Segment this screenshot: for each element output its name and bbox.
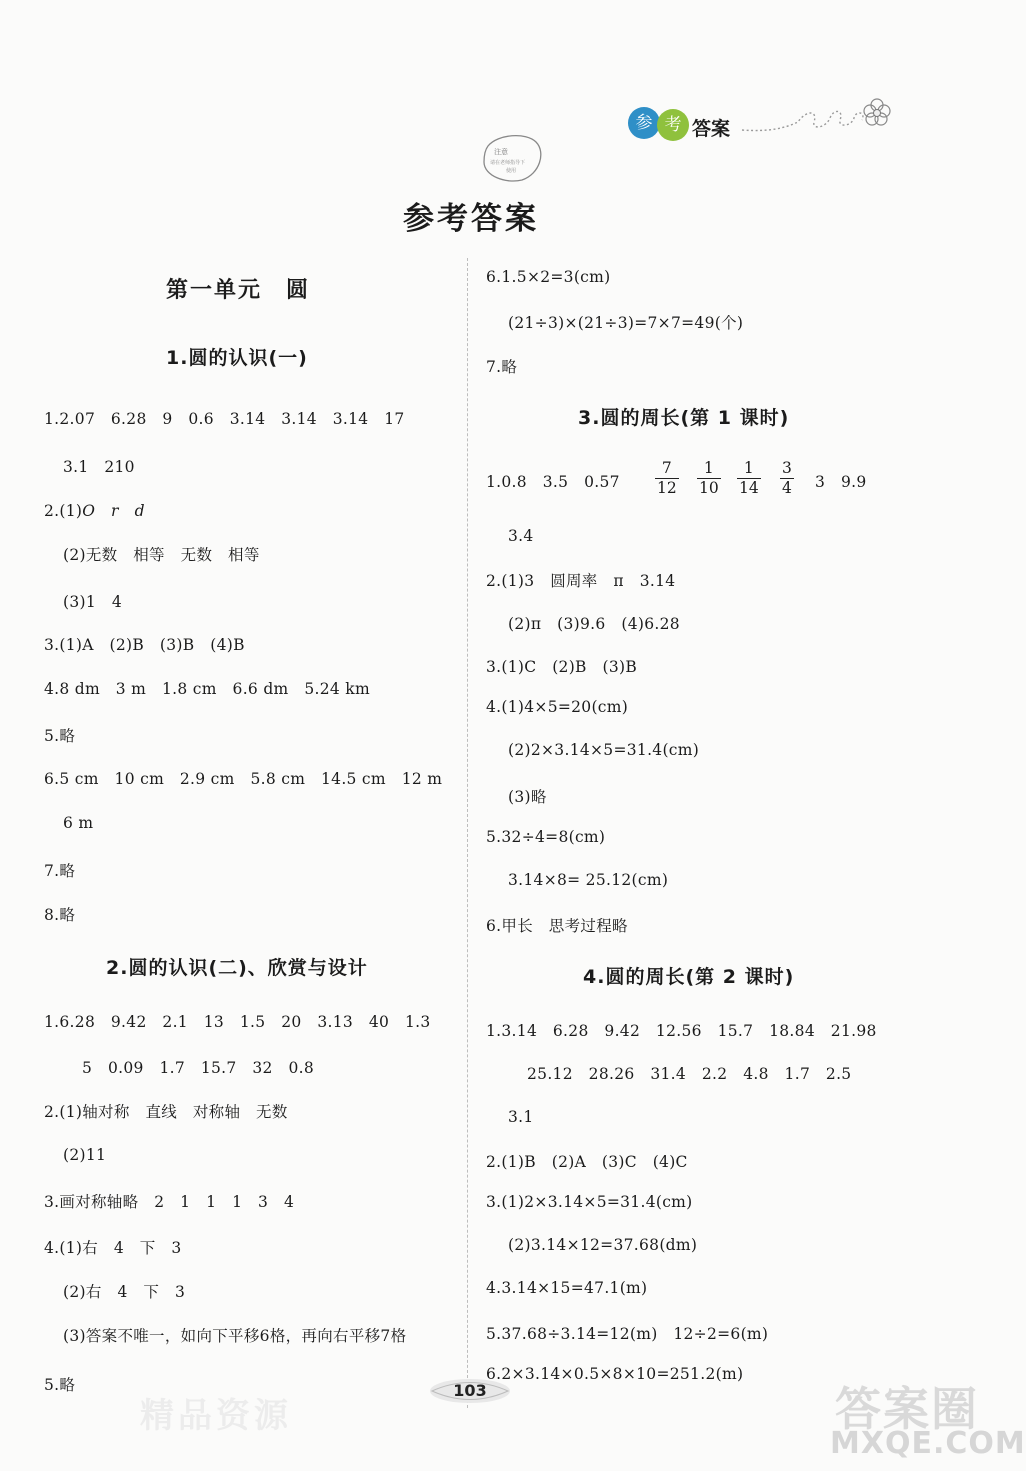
answer-line: 1.3.14 6.28 9.42 12.56 15.7 18.84 21.98 [486, 1022, 877, 1040]
svg-text:注意: 注意 [494, 148, 508, 156]
fraction-numerator: 1 [737, 459, 761, 479]
column-divider [467, 258, 468, 1408]
watermark-url: MXQE.COM [830, 1426, 1026, 1461]
svg-text:使用: 使用 [506, 168, 517, 174]
answer-line: 5.32÷4=8(cm) [486, 828, 606, 846]
answer-line: 3 9.9 [815, 473, 867, 491]
answer-line: 6.2×3.14×0.5×8×10=251.2(m) [486, 1365, 744, 1383]
answer-variables: O r d [82, 502, 145, 520]
answer-line: 6 m [63, 814, 94, 832]
answer-line: 3.画对称轴略 2 1 1 1 3 4 [44, 1193, 295, 1211]
answer-line: (2)2×3.14×5=31.4(cm) [508, 741, 700, 759]
answer-line: (2)π (3)9.6 (4)6.28 [508, 615, 680, 633]
unit-title: 第一单元 圆 [166, 278, 311, 303]
answer-line: 5.略 [44, 1376, 76, 1394]
answer-line: 6.甲长 思考过程略 [486, 917, 628, 935]
answer-line: 7.略 [486, 358, 518, 376]
answer-line: 2.(1)轴对称 直线 对称轴 无数 [44, 1103, 288, 1121]
answer-line: 2.(1)B (2)A (3)C (4)C [486, 1153, 688, 1171]
answer-line: (2)无数 相等 无数 相等 [63, 546, 260, 564]
answer-line: (21÷3)×(21÷3)=7×7=49(个) [508, 314, 744, 332]
section-title-4: 4.圆的周长(第 2 课时) [583, 966, 795, 988]
answer-line: 5 0.09 1.7 15.7 32 0.8 [82, 1059, 315, 1077]
answer-line: 3.(1)C (2)B (3)B [486, 658, 638, 676]
answer-line: 1.2.07 6.28 9 0.6 3.14 3.14 3.14 17 [44, 410, 405, 428]
answer-line: (3)1 4 [63, 593, 122, 611]
fraction-numerator: 1 [697, 459, 721, 479]
faint-watermark: 精品资源 [140, 1396, 292, 1436]
answer-line: 7.略 [44, 862, 76, 880]
fraction [780, 459, 794, 498]
answer-line: (3)答案不唯一，如向下平移6格，再向右平移7格 [63, 1327, 407, 1345]
section-title-2: 2.圆的认识(二)、欣赏与设计 [106, 957, 368, 979]
answer-line: 3.4 [508, 527, 534, 545]
answer-line: 3.(1)2×3.14×5=31.4(cm) [486, 1193, 693, 1211]
answer-line: 1.0.8 3.5 0.57 [486, 473, 620, 491]
fraction-numerator: 7 [655, 459, 679, 479]
answer-line: 6.5 cm 10 cm 2.9 cm 5.8 cm 14.5 cm 12 m [44, 770, 443, 788]
answer-line: 3.1 [508, 1108, 534, 1126]
answer-line: 4.(1)右 4 下 3 [44, 1239, 182, 1257]
answer-line: 4.3.14×15=47.1(m) [486, 1279, 648, 1297]
answer-line: (2)3.14×12=37.68(dm) [508, 1236, 698, 1254]
flower-icon [864, 99, 890, 125]
answer-line: 1.6.28 9.42 2.1 13 1.5 20 3.13 40 1.3 [44, 1013, 431, 1031]
fraction-denominator: 14 [739, 479, 759, 497]
answer-line: 5.37.68÷3.14=12(m) 12÷2=6(m) [486, 1325, 769, 1343]
fraction-denominator: 10 [699, 479, 719, 497]
answer-line: (3)略 [508, 788, 547, 806]
answer-line: 5.略 [44, 727, 76, 745]
answer-line: 25.12 28.26 31.4 2.2 4.8 1.7 2.5 [527, 1065, 852, 1083]
answer-line: (2)右 4 下 3 [63, 1283, 186, 1301]
answer-line: 3.1 210 [63, 458, 135, 476]
answer-prefix: 2.(1) [44, 502, 83, 520]
answer-line: 3.14×8= 25.12(cm) [508, 871, 669, 889]
header-label: 答案 [692, 118, 731, 140]
header-badge-2: 考 [657, 109, 689, 141]
fraction [697, 459, 721, 498]
fraction [737, 459, 761, 498]
answer-line: 4.(1)4×5=20(cm) [486, 698, 629, 716]
watermark-brand: 答案圈 [835, 1382, 979, 1436]
fraction [655, 459, 679, 498]
fraction-denominator: 12 [657, 479, 677, 497]
svg-text:请在老师指导下: 请在老师指导下 [490, 160, 526, 166]
answer-line: (2)11 [63, 1146, 107, 1164]
dotted-swirl-decoration [740, 92, 900, 142]
section-title-1: 1.圆的认识(一) [166, 347, 308, 369]
page-number: 103 [453, 1381, 487, 1400]
answer-line: 2.(1)3 圆周率 π 3.14 [486, 572, 676, 590]
answer-line: 6.1.5×2=3(cm) [486, 268, 611, 286]
stamp-seal [478, 130, 548, 186]
fraction-numerator: 3 [782, 459, 792, 477]
page-title: 参考答案 [403, 201, 539, 237]
answer-line: 8.略 [44, 906, 76, 924]
fraction-denominator: 4 [782, 479, 792, 497]
section-title-3: 3.圆的周长(第 1 课时) [578, 407, 790, 429]
answer-line [44, 499, 145, 521]
answer-line: 3.(1)A (2)B (3)B (4)B [44, 636, 245, 654]
header-badge-1: 参 [628, 107, 660, 139]
answer-line: 4.8 dm 3 m 1.8 cm 6.6 dm 5.24 km [44, 680, 370, 698]
